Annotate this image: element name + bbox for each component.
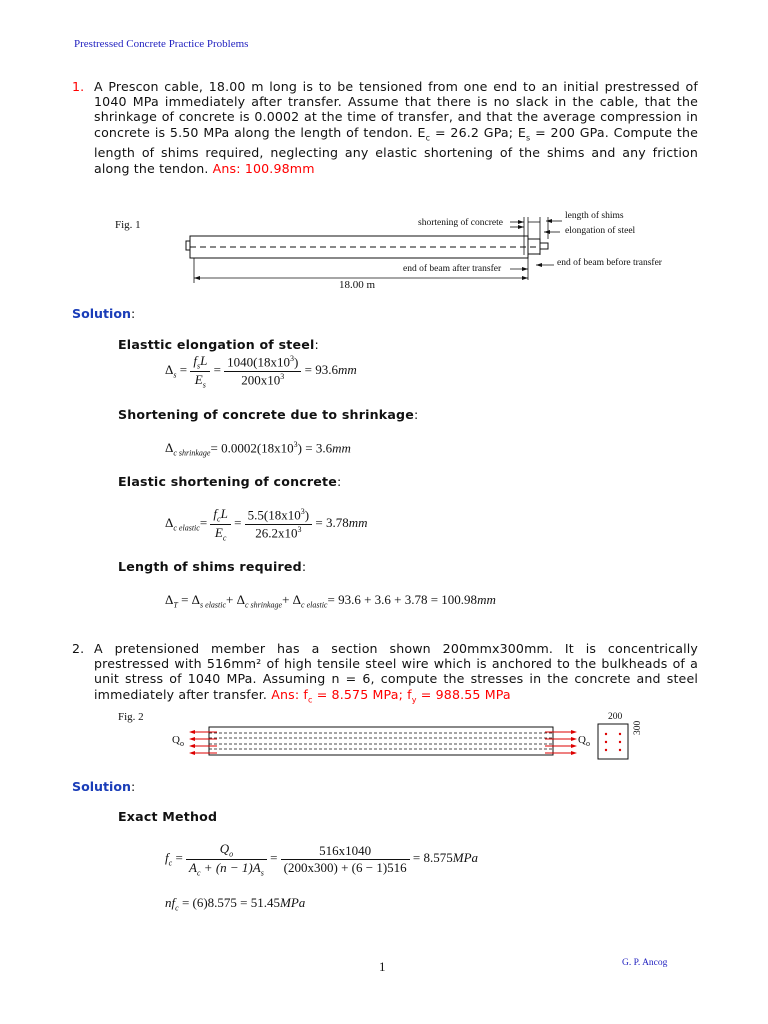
steel-title: Elasttic elongation of steel: xyxy=(118,337,319,352)
fig1-elongation: elongation of steel xyxy=(565,226,636,236)
fig1-shortening: shortening of concrete xyxy=(418,218,503,228)
fig2-label: Fig. 2 xyxy=(118,711,144,723)
shims-title: Length of shims required: xyxy=(118,559,307,574)
solution-1-label: Solution: xyxy=(72,306,136,321)
exact-den: (200x300) + (6 − 1)516 xyxy=(283,859,407,875)
fig1-length: 18.00 m xyxy=(339,279,376,291)
es-value: = 200 GPa. Compute the length of shims required, neglecting any elastic shortening of the shims and any friction along the tendon. xyxy=(94,124,698,176)
problem-number: 2. xyxy=(72,641,85,656)
steel-result: = 93.6 xyxy=(304,362,338,378)
exact-equation: $f_c$ = $\frac{Q_o}{A_c + (n - 1)A_s}$ = $\frac{516x1040}{(200x300) + (6 - 1)516}$ = 8.575MPa xyxy=(165,841,479,878)
problem-text: A Prescon cable, 18.00 m long is to be tensioned from one end to an initial prestressed of 1040 MPa immediately after transfer. Assume that there is no slack in the cable, that the shrinkage of concrete is 0.0002 at the time of transfer, and that the average compression in concrete is 5.50 MPa along the length of tendon. E xyxy=(94,79,698,140)
shrink-eq: = 0.0002(18x10 xyxy=(210,440,294,456)
method-title: Exact Method xyxy=(118,809,218,824)
answer-value: 100.98mm xyxy=(244,160,315,176)
answer-label: Ans: xyxy=(271,686,300,702)
fig2-width: 200 xyxy=(608,712,623,722)
elastic-title: Elastic shortening of concrete: xyxy=(118,474,342,489)
nfc-result: = (6)8.575 = 51.45 xyxy=(181,895,281,910)
shrink-equation: $\Delta_{c shrinkage}= 0.0002(18x10^3) = 3.6mm$ xyxy=(165,440,351,458)
problem-1: 1. A Prescon cable, 18.00 m long is to be tensioned from one end to an initial prestressed of 1040 MPa immediately after transfer. Assume that there is no slack in the cable, that the shrinkage of concrete is 0.0002 at the time of transfer, and that the average compression in concrete is 5.50 MPa along the length of tendon. $E_c = 26.2$ GPa; $E_s = 200$ GPa. Compute the length of shims required, neglecting any elastic shortening of the shims and any friction along the tendon. Ans: 100.98mm xyxy=(72,79,698,176)
fig1-shims: length of shims xyxy=(565,211,624,221)
fig2-diagram xyxy=(185,722,635,762)
fig1-end-after: end of beam after transfer xyxy=(403,264,502,274)
author: G. P. Ancog xyxy=(622,958,668,968)
nfc-equation: $nf_c = (6)8.575 = 51.45MPa$ xyxy=(165,895,306,913)
shrink-title: Shortening of concrete due to shrinkage: xyxy=(118,407,419,422)
problem-2: 2. A pretensioned member has a section shown 200mmx300mm. It is concentrically prestressed with 516mm² of high tensile steel wire which is anchored to the bulkheads of a unit stress of 1040 MPa. Assuming n = 6, compute the stresses in the concrete and steel immediately after transfer. Ans: $f_c = 8.575$ MPa; $f_y = 988.55$ MPa xyxy=(72,641,698,705)
page-header: Prestressed Concrete Practice Problems xyxy=(74,38,249,50)
page-number: 1 xyxy=(379,959,386,974)
steel-equation: $\Delta_s$ = $\frac{f_sL}{E_s}$ = $\frac{1040(18x10^3)}{200x10^3}$ = 93.6mm xyxy=(165,353,357,390)
problem-text: A pretensioned member has a section shown 200mmx300mm. It is concentrically prestressed with 516mm² of high tensile steel wire which is anchored to the bulkheads of a unit stress of 1040 MPa. Assuming n = 6, compute the stresses in the concrete and steel immediately after transfer. xyxy=(94,641,698,702)
solution-2-label: Solution: xyxy=(72,779,136,794)
elastic-equation: $\Delta_{c elastic}=$ $\frac{f_cL}{E_c}$ = $\frac{5.5(18x10^3)}{26.2x10^3}$ = 3.78mm xyxy=(165,506,368,543)
fig1-label: Fig. 1 xyxy=(115,219,141,231)
fig2-height: 300 xyxy=(633,720,643,735)
answer-label: Ans: xyxy=(212,160,241,176)
fig2-q-left: $Q_o$ xyxy=(172,734,184,749)
elastic-result: = 3.78 xyxy=(315,515,349,531)
exact-result: = 8.575 xyxy=(412,850,453,866)
fig2-q-right: $Q_o$ xyxy=(578,734,590,749)
problem-number: 1. xyxy=(72,79,85,94)
fig1-end-before: end of beam before transfer xyxy=(557,258,662,268)
shims-equation: $\Delta_T = \Delta_{s elastic}+ \Delta_{c shrinkage}+ \Delta_{c elastic}= 93.6 + 3.6 + 3.78 = 100.98mm$ xyxy=(165,592,496,610)
shims-result: = 93.6 + 3.6 + 3.78 = 100.98 xyxy=(327,592,478,607)
exact-num: 516x1040 xyxy=(281,843,410,860)
shrink-result: ) = 3.6 xyxy=(297,440,333,456)
ec-value: = 26.2 GPa; E xyxy=(430,124,526,140)
